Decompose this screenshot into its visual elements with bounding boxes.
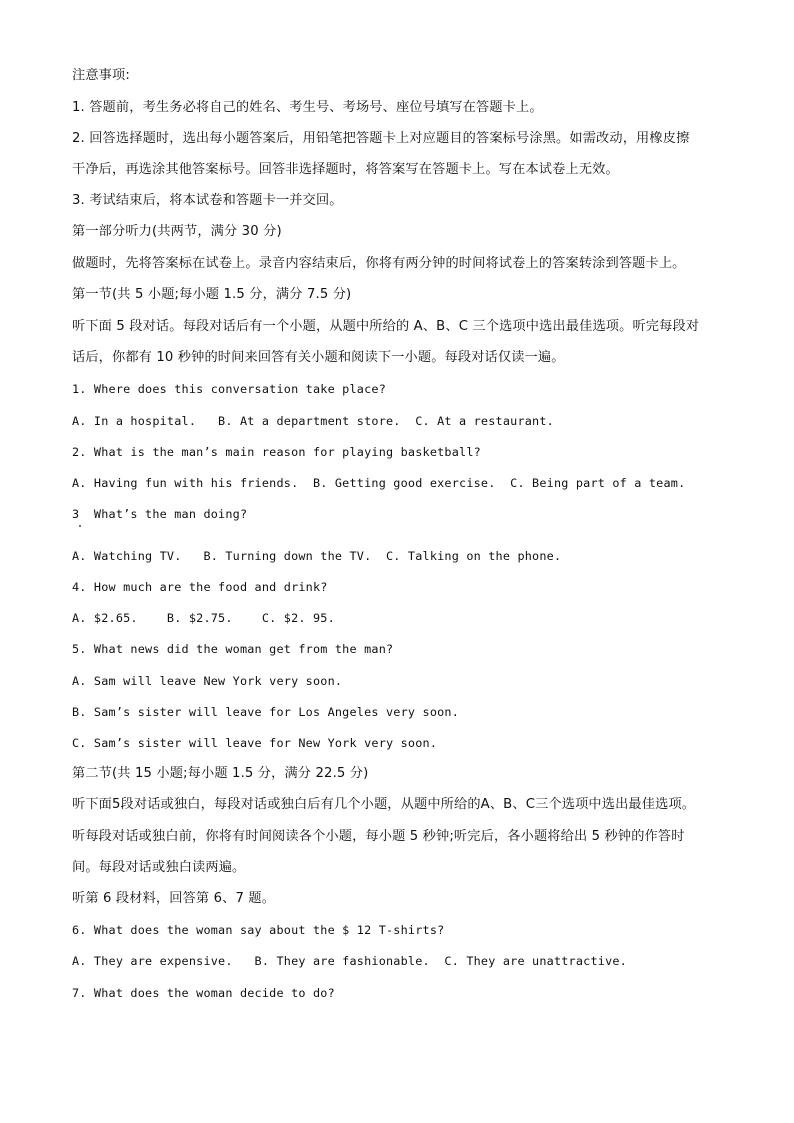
question-5-option-b: B. Sam’s sister will leave for Los Angeles very soon.: [72, 705, 460, 719]
question-4: 4. How much are the food and drink?: [72, 580, 328, 594]
notice-item-2-cont: 干净后，再选涂其他答案标号。回答非选择题时，将答案写在答题卡上。写在本试卷上无效。: [72, 162, 619, 177]
section2-title: 第二节(共 15 小题;每小题 1.5 分，满分 22.5 分): [72, 766, 369, 781]
notice-item-3: 3. 考试结束后，将本试卷和答题卡一并交回。: [72, 193, 343, 208]
section2-directions-1: 听下面5段对话或独白，每段对话或独白后有几个小题，从题中所给的A、B、C三个选项中选出最佳选项。: [72, 797, 696, 812]
part1-title: 第一部分听力(共两节，满分 30 分): [72, 224, 282, 239]
notice-item-2: 2. 回答选择题时，选出每小题答案后，用铅笔把答题卡上对应题目的答案标号涂黑。如需改动，用橡皮擦: [72, 131, 690, 146]
question-3: 3 What’s the man doing?: [72, 507, 248, 521]
section2-directions-3: 间。每段对话或独白读两遍。: [72, 860, 246, 875]
section1-directions-1: 听下面 5 段对话。每段对话后有一个小题，从题中所给的 A、B、C 三个选项中选出最佳选项。听完每段对: [72, 319, 700, 334]
question-5: 5. What news did the woman get from the man?: [72, 642, 394, 656]
question-7: 7. What does the woman decide to do?: [72, 986, 335, 1000]
question-1-options: A. In a hospital. B. At a department store. C. At a restaurant.: [72, 414, 554, 428]
question-2-options: A. Having fun with his friends. B. Getting good exercise. C. Being part of a team.: [72, 476, 686, 490]
part1-intro: 做题时，先将答案标在试卷上。录音内容结束后，你将有两分钟的时间将试卷上的答案转涂到答题卡上。: [72, 256, 686, 271]
question-1: 1. Where does this conversation take place?: [72, 382, 386, 396]
stray-dot-mark: [79, 525, 81, 527]
question-6-options: A. They are expensive. B. They are fashionable. C. They are unattractive.: [72, 954, 627, 968]
section1-directions-2: 话后，你都有 10 秒钟的时间来回答有关小题和阅读下一小题。每段对话仅读一遍。: [72, 350, 565, 365]
question-4-options: A. $2.65. B. $2.75. C. $2. 95.: [72, 611, 335, 625]
question-6: 6. What does the woman say about the $ 12 T-shirts?: [72, 923, 445, 937]
question-5-option-c: C. Sam’s sister will leave for New York very soon.: [72, 736, 438, 750]
question-2: 2. What is the man’s main reason for playing basketball?: [72, 445, 481, 459]
section1-title: 第一节(共 5 小题;每小题 1.5 分，满分 7.5 分): [72, 287, 352, 302]
material-6-heading: 听第 6 段材料，回答第 6、7 题。: [72, 891, 276, 906]
notice-heading: 注意事项:: [72, 68, 130, 83]
notice-item-1: 1. 答题前，考生务必将自己的姓名、考生号、考场号、座位号填写在答题卡上。: [72, 100, 543, 115]
section2-directions-2: 听每段对话或独白前，你将有时间阅读各个小题，每小题 5 秒钟;听完后，各小题将给出 5 秒钟的作答时: [72, 829, 685, 844]
question-3-options: A. Watching TV. B. Turning down the TV. C. Talking on the phone.: [72, 549, 562, 563]
question-5-option-a: A. Sam will leave New York very soon.: [72, 674, 343, 688]
